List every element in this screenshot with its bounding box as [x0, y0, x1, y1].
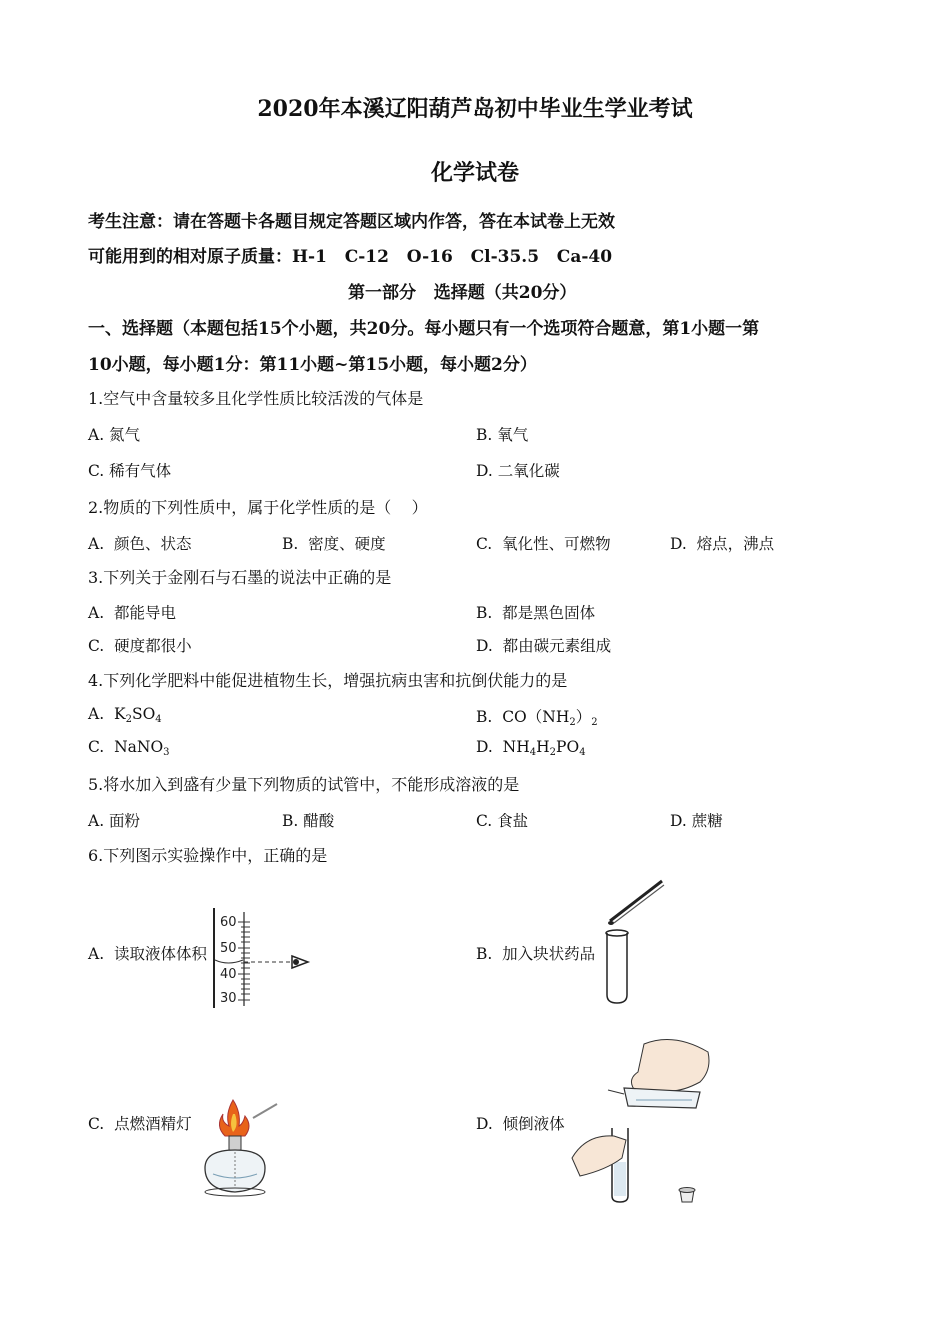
- exam-title: 2020年本溪辽阳葫芦岛初中毕业生学业考试: [257, 96, 693, 122]
- exam-subtitle: 化学试卷: [430, 160, 519, 186]
- question-3-stem: 3.下列关于金刚石与石墨的说法中正确的是: [88, 568, 392, 587]
- q6-option-d: D. 倾倒液体: [476, 1115, 565, 1133]
- q1-option-c: C. 稀有气体: [88, 462, 172, 480]
- q2-option-d: D. 熔点，沸点: [670, 535, 775, 553]
- q6-option-b: B. 加入块状药品: [476, 945, 596, 963]
- q4-option-b: B. $CO(NH_2)_2$: [476, 708, 598, 728]
- cylinder-tick-60: 60: [220, 915, 237, 930]
- q4-option-c: C. NaNO$_3$: [88, 738, 170, 758]
- question-1-stem: 1.空气中含量较多且化学性质比较活泼的气体是: [88, 389, 424, 408]
- q5-option-b: B. 醋酸: [282, 812, 335, 830]
- candidate-notice: 考生注意：请在答题卡各题目规定答题区域内作答，答在本试卷上无效: [88, 212, 615, 232]
- cylinder-tick-30: 30: [220, 991, 237, 1006]
- q5-option-d: D. 蔗糖: [670, 812, 723, 830]
- cylinder-tick-40: 40: [220, 967, 237, 982]
- atomic-mass-line: 可能用到的相对原子质量：H-1 C-12 O-16 Cl-35.5 Ca-40: [88, 247, 613, 267]
- q1-option-a: A. 氮气: [88, 426, 141, 444]
- q3-option-c: C. 硬度都很小: [88, 637, 192, 655]
- q2-option-a: A. 颜色、状态: [88, 535, 192, 553]
- q5-option-c: C. 食盐: [476, 812, 529, 830]
- q1-option-d: D. 二氧化碳: [476, 462, 560, 480]
- question-5-stem: 5.将水加入到盛有少量下列物质的试管中，不能形成溶液的是: [88, 775, 520, 794]
- q4-option-a: A. $K_2SO_4$: [88, 705, 162, 725]
- question-2-stem: 2.物质的下列性质中，属于化学性质的是（ ）: [88, 498, 428, 517]
- q5-option-a: A. 面粉: [88, 812, 141, 830]
- section-heading-line1: 一、选择题（本题包括15个小题，共20分。每小题只有一个选项符合题意，第1小题一第: [88, 319, 760, 339]
- q1-option-b: B. 氧气: [476, 426, 529, 444]
- graduated-cylinder-figure: [208, 908, 318, 1012]
- section-heading-line2: 10小题，每小题1分：第11小题~第15小题，每小题2分）: [88, 355, 537, 375]
- q2-option-b: B. 密度、硬度: [282, 535, 386, 553]
- test-tube-figure: [600, 875, 672, 1007]
- q6-option-c: C. 点燃酒精灯: [88, 1115, 192, 1133]
- q3-option-d: D. 都由碳元素组成: [476, 637, 612, 655]
- question-6-stem: 6.下列图示实验操作中，正确的是: [88, 846, 328, 865]
- alcohol-lamp-figure: [195, 1096, 285, 1200]
- q4-option-d: D. $NH_4H_2PO_4$: [476, 738, 586, 758]
- q3-option-a: A. 都能导电: [88, 604, 176, 622]
- pouring-liquid-figure: [566, 1030, 716, 1206]
- q3-option-b: B. 都是黑色固体: [476, 604, 596, 622]
- part-heading: 第一部分 选择题（共20分）: [348, 283, 577, 303]
- question-4-stem: 4.下列化学肥料中能促进植物生长，增强抗病虫害和抗倒伏能力的是: [88, 671, 568, 690]
- q6-option-a: A. 读取液体体积: [88, 945, 207, 963]
- q2-option-c: C. 氧化性、可燃物: [476, 535, 611, 553]
- cylinder-tick-50: 50: [220, 941, 237, 956]
